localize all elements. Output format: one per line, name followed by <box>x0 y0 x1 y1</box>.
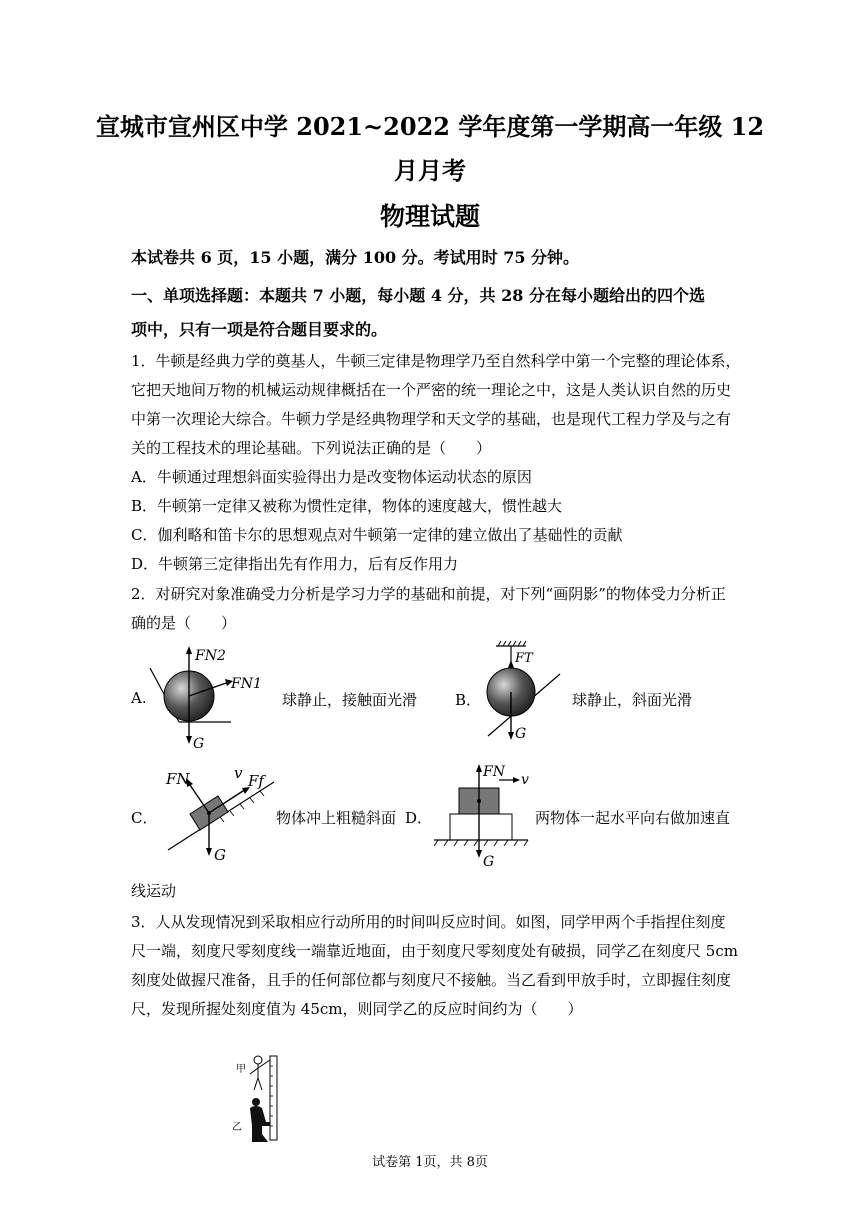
ff-label: Ff <box>248 772 264 790</box>
q1-option-c: C．伽利略和笛卡尔的思想观点对牛顿第一定律的建立做出了基础性的贡献 <box>131 526 623 544</box>
exam-intro: 本试卷共 6 页，15 小题，满分 100 分。考试用时 75 分钟。 <box>131 248 580 267</box>
yi-label: 乙 <box>232 1122 242 1133</box>
exam-title-line1: 宣城市宣州区中学 2021~2022 学年度第一学期高一年级 12 <box>95 112 765 141</box>
section-heading-line2: 项中，只有一项是符合题目要求的。 <box>131 320 388 339</box>
q2-option-d-text: 两物体一起水平向右做加速直 <box>535 809 731 827</box>
subject-title: 物理试题 <box>379 202 480 231</box>
q2-option-b-label: B． <box>455 691 482 709</box>
q2-stem-line: 确的是（ ） <box>131 614 237 632</box>
g-label: G <box>483 854 495 870</box>
q2-option-a-label: A. <box>131 689 147 707</box>
fn2-label: FN2 <box>195 648 226 664</box>
q2-option-a-text: 球静止，接触面光滑 <box>282 691 418 709</box>
q1-stem-line: 1．牛顿是经典力学的奠基人，牛顿三定律是物理学乃至自然科学中第一个完整的理论体系， <box>131 352 741 370</box>
q2-figure-d <box>430 760 530 870</box>
q2-option-c-text: 物体冲上粗糙斜面 <box>276 809 397 827</box>
q2-figure-c <box>160 762 280 868</box>
q2-option-b-text: 球静止，斜面光滑 <box>572 691 693 709</box>
section-heading-line1: 一、单项选择题：本题共 7 小题，每小题 4 分，共 28 分在每小题给出的四个选 <box>131 286 705 305</box>
q3-stem-line: 刻度处做握尺准备，且手的任何部位都与刻度尺不接触。当乙看到甲放手时，立即握住刻度 <box>131 971 732 989</box>
q1-option-b: B．牛顿第一定律又被称为惯性定律，物体的速度越大，惯性越大 <box>131 497 563 515</box>
q2-figure-b <box>482 640 562 752</box>
q1-stem-line: 中第一次理论大综合。牛顿力学是经典物理学和天文学的基础，也是现代工程力学及与之有 <box>131 410 732 428</box>
q2-option-d-label: D． <box>405 809 433 827</box>
q2-stem-line: 2．对研究对象准确受力分析是学习力学的基础和前提，对下列“画阴影”的物体受力分析正 <box>131 585 726 603</box>
q2-option-d-text-cont: 线运动 <box>131 882 177 900</box>
q1-stem-line: 它把天地间万物的机械运动规律概括在一个严密的统一理论之中，这是人类认识自然的历史 <box>131 381 732 399</box>
fn-label: FN <box>166 770 190 788</box>
q3-figure-ruler <box>228 1052 288 1150</box>
page-footer: 试卷第 1页，共 8页 <box>372 1155 488 1170</box>
g-label: G <box>193 736 205 752</box>
g-label: G <box>515 726 527 742</box>
q1-option-d: D．牛顿第三定律指出先有作用力，后有反作用力 <box>131 555 459 573</box>
q2-figure-a <box>145 640 262 752</box>
g-label: G <box>214 846 226 864</box>
fn-label: FN <box>483 764 505 780</box>
fn1-label: FN1 <box>231 676 262 692</box>
q3-stem-line: 3．人从发现情况到采取相应行动所用的时间叫反应时间。如图，同学甲两个手指捏住刻度 <box>131 913 726 931</box>
q2-option-c-label: C． <box>131 809 158 827</box>
jia-label: 甲 <box>236 1064 246 1075</box>
exam-title-line2: 月月考 <box>394 156 466 185</box>
q3-stem-line: 尺一端，刻度尺零刻度线一端靠近地面，由于刻度尺零刻度处有破损，同学乙在刻度尺 5cm <box>131 942 738 960</box>
q1-option-a: A．牛顿通过理想斜面实验得出力是改变物体运动状态的原因 <box>131 468 532 486</box>
ft-label: FT <box>515 651 533 666</box>
q3-stem-line: 尺，发现所握处刻度值为 45cm，则同学乙的反应时间约为（ ） <box>131 1000 583 1018</box>
v-label: v <box>521 772 529 788</box>
v-label: v <box>234 764 243 782</box>
q1-stem-line: 关的工程技术的理论基础。下列说法正确的是（ ） <box>131 439 492 457</box>
